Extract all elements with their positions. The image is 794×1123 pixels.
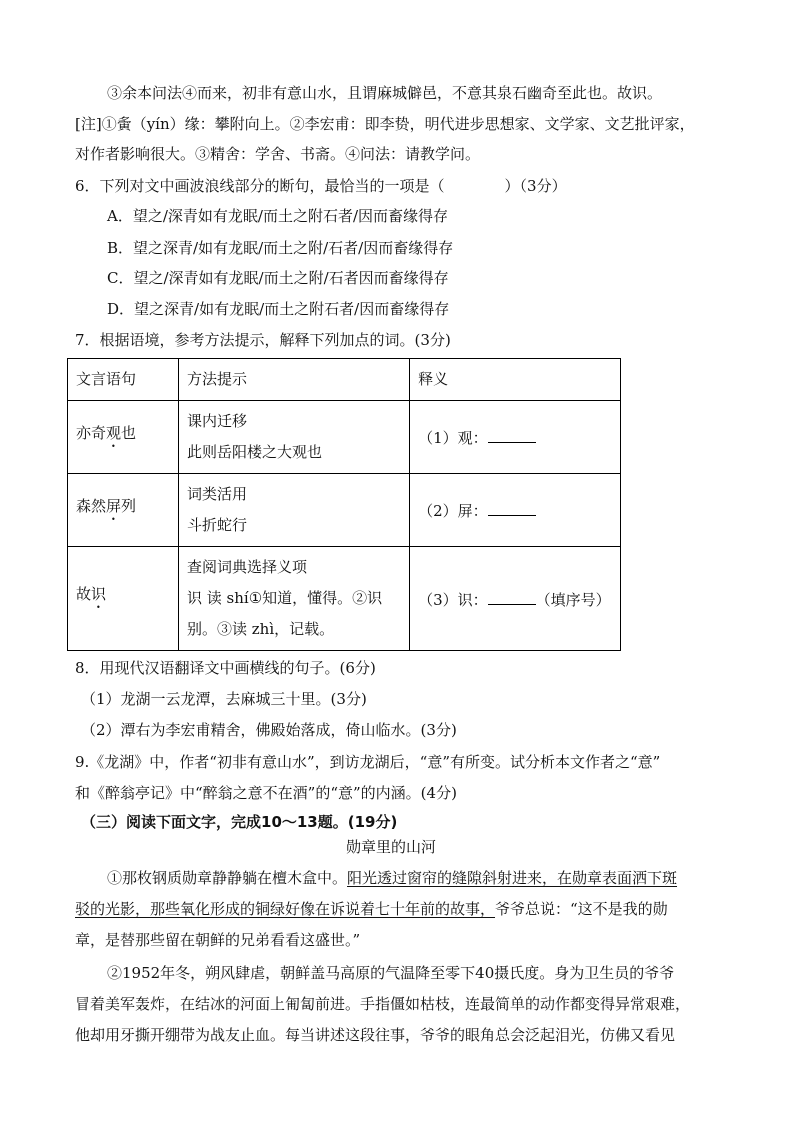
answer-cell: （2）屏： [410, 474, 621, 547]
section-3-heading: （三）阅读下面文字，完成10～13题。(19分) [81, 813, 398, 831]
table-header: 文言语句 [68, 359, 179, 401]
q6-option-a: A．望之/深青如有龙眠/而土之附石者/因而畜缘得存 [107, 207, 448, 225]
paragraph-2-line-1: ②1952年冬，朔风肆虐，朝鲜盖马高原的气温降至零下40摄氏度。身为卫生员的爷爷 [107, 964, 675, 982]
dotted-word: 识 [91, 585, 107, 603]
notes-line-2: 对作者影响很大。③精舍：学舍、书斋。④问法：请教学问。 [75, 145, 481, 163]
q8-item-2: （2）潭右为李宏甫精舍，佛殿始落成，倚山临水。(3分) [81, 721, 457, 739]
q6-option-b: B．望之深青/如有龙眠/而土之附/石者/因而畜缘得存 [107, 239, 454, 257]
answer-blank[interactable] [488, 501, 536, 516]
paragraph-1-line-3: 章，是替那些留在朝鲜的兄弟看看这盛世。” [75, 931, 361, 949]
dotted-word: 屏 [106, 496, 122, 515]
notes-line-1: [注]①夤（yín）缘：攀附向上。②李宏甫：即李贽，明代进步思想家、文学家、文艺批评家， [75, 115, 695, 133]
q6-option-d: D．望之深青/如有龙眠/而土之附石者/因而畜缘得存 [107, 300, 450, 318]
answer-cell: （3）识： （填序号） [410, 547, 621, 651]
q8-stem: 8．用现代汉语翻译文中画横线的句子。(6分) [75, 659, 376, 677]
paragraph-1-line-2: 驳的光影，那些氧化形成的铜绿好像在诉说着七十年前的故事，爷爷总说：“这不是我的勋 [75, 900, 668, 918]
hint-cell: 查阅词典选择义项 识 读 shí①知道，懂得。②识 别。③读 zhì，记载。 [179, 547, 410, 651]
phrase-cell: 故识 [68, 547, 179, 651]
answer-blank[interactable] [488, 428, 536, 443]
q9-line-2: 和《醉翁亭记》中“醉翁之意不在酒”的“意”的内涵。(4分) [75, 784, 457, 802]
article-title: 勋章里的山河 [346, 838, 437, 856]
hint-cell: 词类活用 斗折蛇行 [179, 474, 410, 547]
hint-cell: 课内迁移 此则岳阳楼之大观也 [179, 401, 410, 474]
paragraph-2-line-3: 他却用牙撕开绷带为战友止血。每当讲述这段往事，爷爷的眼角总会泛起泪光，仿佛又看见 [75, 1026, 676, 1044]
table-header-row [68, 359, 621, 401]
underlined-sentence: 驳的光影，那些氧化形成的铜绿好像在诉说着七十年前的故事， [75, 900, 496, 918]
table-row [68, 401, 621, 474]
dotted-word: 观 [106, 423, 122, 442]
table-header: 释义 [410, 359, 621, 401]
phrase-cell: 亦奇观也 [68, 401, 179, 474]
q6-option-c: C．望之/深青如有龙眠/而土之附/石者因而畜缘得存 [107, 269, 449, 287]
phrase-cell: 森然屏列 [68, 474, 179, 547]
answer-blank[interactable] [488, 590, 536, 605]
q7-table [67, 358, 621, 651]
table-header: 方法提示 [179, 359, 410, 401]
paragraph-1-line-1: ①那枚钢质勋章静静躺在檀木盒中。阳光透过窗帘的缝隙斜射进来，在勋章表面洒下斑 [107, 869, 678, 887]
paragraph-2-line-2: 冒着美军轰炸，在结冰的河面上匍匐前进。手指僵如枯枝，连最简单的动作都变得异常艰难， [75, 995, 691, 1013]
q6-stem: 6．下列对文中画波浪线部分的断句，最恰当的一项是（ ）（3分） [75, 177, 567, 195]
underlined-sentence: 阳光透过窗帘的缝隙斜射进来，在勋章表面洒下斑 [347, 869, 678, 887]
q8-item-1: （1）龙湖一云龙潭，去麻城三十里。(3分) [81, 690, 367, 708]
q9-line-1: 9.《龙湖》中，作者“初非有意山水”，到访龙湖后，“意”有所变。试分析本文作者之“意” [75, 753, 661, 771]
table-row [68, 474, 621, 547]
table-row [68, 547, 621, 651]
passage-end: ③余本问法④而来，初非有意山水，且谓麻城僻邑，不意其泉石幽奇至此也。故识。 [107, 84, 663, 102]
answer-cell: （1）观： [410, 401, 621, 474]
q7-stem: 7．根据语境，参考方法提示，解释下列加点的词。(3分) [75, 331, 451, 349]
